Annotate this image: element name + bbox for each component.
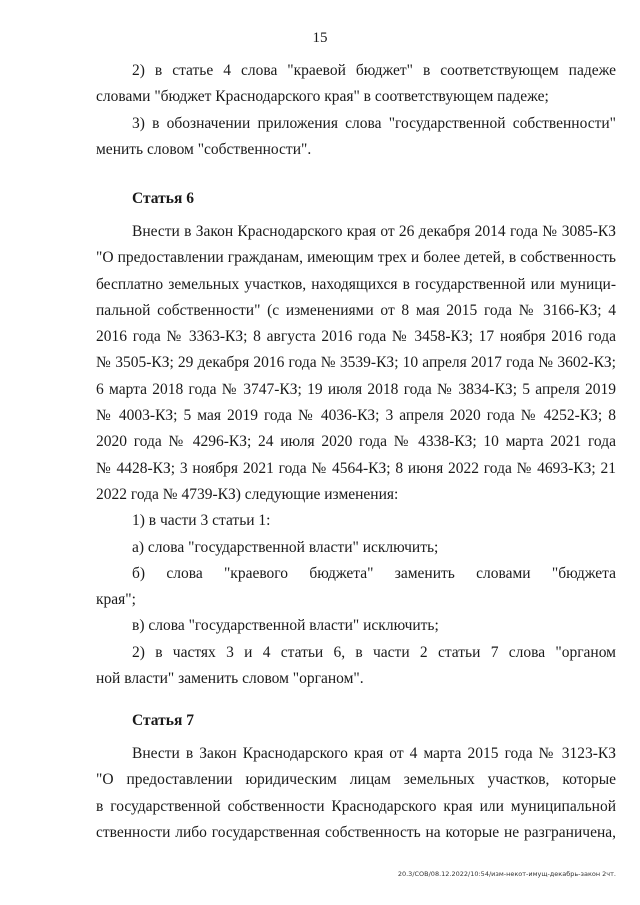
text-line: 2) в статье 4 слова "краевой бюджет" в соответствующем падеже: [132, 62, 616, 79]
text-line: менить словом "собственности".: [96, 140, 312, 158]
paragraph-block-2: [96, 219, 616, 692]
text-line: б) слова "краевого бюджета" заменить словами "бюджета: [132, 564, 616, 582]
text-line: 2022 года № 4739-КЗ) следующие изменения:: [96, 485, 399, 503]
article-7-heading: Статья 7: [132, 712, 194, 729]
text-line: словами "бюджет Краснодарского края" в соответствующем падеже;: [96, 88, 549, 106]
text-line: 2) в частях 3 и 4 статьи 6, в части 2 статьи 7 слова "органом: [132, 643, 616, 661]
text-line: а) слова "государственной власти" исключить;: [132, 538, 439, 556]
text-line: 3) в обозначении приложения слова "государственной собственности": [132, 114, 616, 132]
article-6-heading-wrap: [96, 186, 616, 212]
paragraph-block-3: [96, 741, 616, 846]
article-7-heading-wrap: [96, 708, 616, 734]
text-line: ственности либо государственная собственность на которые не разграничена,: [96, 823, 616, 841]
text-line: № 4428-КЗ; 3 ноября 2021 года № 4564-КЗ; 8 июня 2022 года № 4693-КЗ; 21: [96, 459, 616, 477]
text-line: № 4003-КЗ; 5 мая 2019 года № 4036-КЗ; 3 апреля 2020 года № 4252-КЗ; 8: [96, 407, 616, 425]
text-line: 2016 года № 3363-КЗ; 8 августа 2016 года № 3458-КЗ; 17 ноября 2016 года: [96, 328, 616, 346]
page-number: 15: [312, 30, 328, 46]
text-line: ной власти" заменить словом "органом".: [96, 670, 364, 688]
text-line: в государственной собственности Краснодарского края или муниципальной: [96, 797, 616, 815]
text-line: 6 марта 2018 года № 3747-КЗ; 19 июля 2018 года № 3834-КЗ; 5 апреля 2019: [96, 380, 616, 398]
text-line: "О предоставлении юридическим лицам земельных участков, которые: [96, 771, 616, 789]
text-line: бесплатно земельных участков, находящихся в государственной или муници-: [96, 275, 616, 293]
text-line: № 3505-КЗ; 29 декабря 2016 года № 3539-КЗ; 10 апреля 2017 года № 3602-КЗ;: [96, 354, 616, 372]
text-line: Внести в Закон Краснодарского края от 4 марта 2015 года № 3123-КЗ: [132, 745, 616, 762]
text-line: края";: [96, 591, 136, 609]
article-6-heading: Статья 6: [132, 190, 194, 207]
text-line: Внести в Закон Краснодарского края от 26 декабря 2014 года № 3085-КЗ: [132, 223, 616, 240]
text-line: 1) в части 3 статьи 1:: [132, 512, 271, 530]
text-line: в) слова "государственной власти" исключить;: [132, 617, 439, 635]
paragraph-block-1: [96, 58, 616, 163]
document-footer-code: 20.3/СОВ/08.12.2022/10:54/изм-некот-имущ-декабрь-закон 2чт.: [397, 870, 616, 878]
text-line: пальной собственности" (с изменениями от 8 мая 2015 года № 3166-КЗ; 4: [96, 301, 616, 319]
text-line: 2020 года № 4296-КЗ; 24 июля 2020 года № 4338-КЗ; 10 марта 2021 года: [96, 433, 616, 451]
text-line: "О предоставлении гражданам, имеющим трех и более детей, в собственность: [96, 249, 616, 267]
